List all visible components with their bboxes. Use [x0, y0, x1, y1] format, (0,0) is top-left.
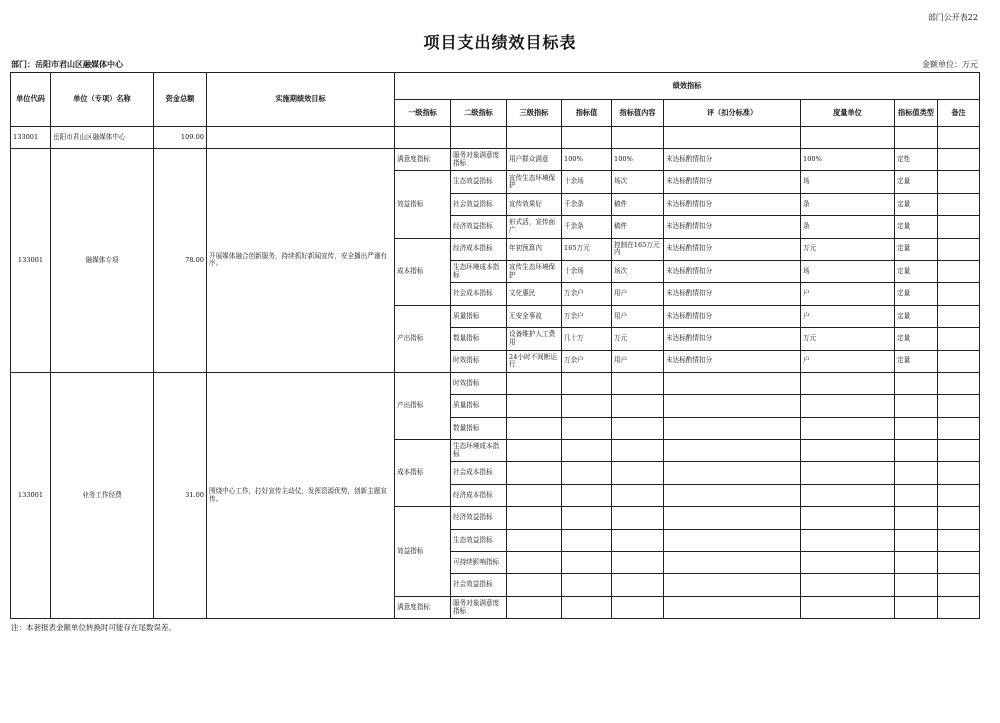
empty-cell — [395, 127, 451, 149]
level3-indicator-cell: 年初预算内 — [507, 238, 562, 260]
scoring-standard-cell — [664, 596, 801, 618]
level1-indicator-cell: 满意度指标 — [395, 149, 451, 171]
measure-unit-cell: 户 — [801, 305, 895, 327]
level2-indicator-cell: 质量指标 — [451, 305, 507, 327]
level3-indicator-cell — [507, 484, 562, 506]
level2-indicator-cell: 经济效益指标 — [451, 216, 507, 238]
indicator-type-cell — [895, 395, 938, 417]
indicator-value-cell — [562, 596, 612, 618]
level3-indicator-cell — [507, 395, 562, 417]
level2-indicator-cell: 生态环境成本指标 — [451, 260, 507, 282]
level3-indicator-cell — [507, 552, 562, 574]
indicator-value-cell: 100% — [562, 149, 612, 171]
indicator-content-cell — [612, 574, 664, 596]
form-number: 部门公开表22 — [927, 13, 978, 22]
remark-cell — [938, 574, 980, 596]
remark-cell — [938, 260, 980, 282]
remark-cell — [938, 507, 980, 529]
scoring-standard-cell: 未达标酌情扣分 — [664, 149, 801, 171]
remark-cell — [938, 484, 980, 506]
footnote: 注：本套报表金额单位转换时可能存在尾数误差。 — [11, 623, 176, 632]
measure-unit-cell: 条 — [801, 216, 895, 238]
measure-unit-cell: 户 — [801, 283, 895, 305]
level2-indicator-cell: 时效指标 — [451, 350, 507, 372]
indicator-content-cell: 万元 — [612, 328, 664, 350]
level2-indicator-cell: 经济效益指标 — [451, 507, 507, 529]
indicator-value-cell — [562, 574, 612, 596]
indicator-type-cell: 定量 — [895, 216, 938, 238]
header-unit-code: 单位代码 — [11, 73, 51, 127]
remark-cell — [938, 529, 980, 551]
remark-cell — [938, 395, 980, 417]
project-name-cell: 业务工作经费 — [51, 372, 154, 618]
indicator-value-cell — [562, 395, 612, 417]
level1-indicator-cell: 成本指标 — [395, 440, 451, 507]
remark-cell — [938, 440, 980, 462]
project-code-cell: 133001 — [11, 149, 51, 373]
level2-indicator-cell: 时效指标 — [451, 372, 507, 394]
measure-unit-cell — [801, 462, 895, 484]
header-standard: 评（扣分标准） — [664, 100, 801, 127]
indicator-content-cell: 稿件 — [612, 193, 664, 215]
project-code-cell: 133001 — [11, 372, 51, 618]
indicator-value-cell: 万余户 — [562, 283, 612, 305]
scoring-standard-cell — [664, 529, 801, 551]
level3-indicator-cell: 宣传生态环境保护 — [507, 171, 562, 193]
indicator-type-cell — [895, 417, 938, 439]
indicator-type-cell — [895, 440, 938, 462]
level3-indicator-cell — [507, 372, 562, 394]
scoring-standard-cell: 未达标酌情扣分 — [664, 305, 801, 327]
level3-indicator-cell — [507, 462, 562, 484]
indicator-type-cell — [895, 596, 938, 618]
scoring-standard-cell: 未达标酌情扣分 — [664, 260, 801, 282]
indicator-content-cell — [612, 395, 664, 417]
measure-unit-cell — [801, 417, 895, 439]
remark-cell — [938, 462, 980, 484]
measure-unit-cell: 万元 — [801, 238, 895, 260]
level3-indicator-cell: 宣传效果好 — [507, 193, 562, 215]
header-level1: 一级指标 — [395, 100, 451, 127]
indicator-content-cell — [612, 484, 664, 506]
empty-cell — [938, 127, 980, 149]
level2-indicator-cell: 社会效益指标 — [451, 574, 507, 596]
indicator-value-cell — [562, 417, 612, 439]
scoring-standard-cell: 未达标酌情扣分 — [664, 350, 801, 372]
indicator-type-cell — [895, 574, 938, 596]
remark-cell — [938, 596, 980, 618]
remark-cell — [938, 350, 980, 372]
remark-cell — [938, 552, 980, 574]
scoring-standard-cell — [664, 417, 801, 439]
empty-cell — [612, 127, 664, 149]
measure-unit-cell: 场 — [801, 171, 895, 193]
indicator-value-cell: 十余场 — [562, 260, 612, 282]
indicator-type-cell — [895, 462, 938, 484]
measure-unit-cell — [801, 574, 895, 596]
project-amount-cell: 78.00 — [154, 149, 207, 373]
indicator-content-cell: 用户 — [612, 283, 664, 305]
header-unit-name: 单位（专项）名称 — [51, 73, 154, 127]
remark-cell — [938, 216, 980, 238]
indicator-value-cell — [562, 440, 612, 462]
scoring-standard-cell: 未达标酌情扣分 — [664, 171, 801, 193]
indicator-content-cell — [612, 596, 664, 618]
indicator-content-cell — [612, 462, 664, 484]
remark-cell — [938, 417, 980, 439]
measure-unit-cell: 户 — [801, 350, 895, 372]
indicator-value-cell: 千余条 — [562, 193, 612, 215]
header-value: 指标值 — [562, 100, 612, 127]
indicator-value-cell: 几十万 — [562, 328, 612, 350]
indicator-type-cell — [895, 484, 938, 506]
level2-indicator-cell: 社会成本指标 — [451, 283, 507, 305]
measure-unit-cell: 场 — [801, 260, 895, 282]
indicator-row — [11, 372, 980, 394]
scoring-standard-cell: 未达标酌情扣分 — [664, 193, 801, 215]
department-label: 部门：岳阳市君山区融媒体中心 — [11, 59, 123, 69]
indicator-content-cell — [612, 417, 664, 439]
empty-cell — [507, 127, 562, 149]
scoring-standard-cell — [664, 574, 801, 596]
measure-unit-cell — [801, 596, 895, 618]
level2-indicator-cell: 社会成本指标 — [451, 462, 507, 484]
level2-indicator-cell: 质量指标 — [451, 395, 507, 417]
indicator-type-cell — [895, 552, 938, 574]
indicator-type-cell: 定量 — [895, 350, 938, 372]
indicator-type-cell: 定量 — [895, 238, 938, 260]
scoring-standard-cell: 未达标酌情扣分 — [664, 216, 801, 238]
indicator-type-cell: 定量 — [895, 328, 938, 350]
header-goal: 实施期绩效目标 — [207, 73, 395, 127]
level3-indicator-cell — [507, 529, 562, 551]
level2-indicator-cell: 服务对象满意度指标 — [451, 596, 507, 618]
level1-indicator-cell: 产出指标 — [395, 305, 451, 372]
header-level3: 三级指标 — [507, 100, 562, 127]
unit-name-cell: 岳阳市君山区融媒体中心 — [51, 127, 154, 149]
measure-unit-cell: 100% — [801, 149, 895, 171]
level2-indicator-cell: 生态效益指标 — [451, 529, 507, 551]
level3-indicator-cell: 宣传生态环境保护 — [507, 260, 562, 282]
indicator-value-cell: 165万元 — [562, 238, 612, 260]
indicator-type-cell: 定量 — [895, 171, 938, 193]
header-type: 指标值类型 — [895, 100, 938, 127]
scoring-standard-cell: 未达标酌情扣分 — [664, 238, 801, 260]
level2-indicator-cell: 社会效益指标 — [451, 193, 507, 215]
scoring-standard-cell — [664, 372, 801, 394]
header-content: 指标值内容 — [612, 100, 664, 127]
level3-indicator-cell — [507, 574, 562, 596]
header-indicators: 绩效指标 — [395, 73, 980, 100]
remark-cell — [938, 193, 980, 215]
project-goal-cell: 围绕中心工作，打好宣传主动仗，发挥资源优势，创新主题宣传。 — [207, 372, 395, 618]
indicator-type-cell: 定量 — [895, 193, 938, 215]
header-amount: 资金总额 — [154, 73, 207, 127]
measure-unit-cell — [801, 552, 895, 574]
level3-indicator-cell: 24小时不间断运行 — [507, 350, 562, 372]
remark-cell — [938, 305, 980, 327]
header-level2: 二级指标 — [451, 100, 507, 127]
remark-cell — [938, 372, 980, 394]
measure-unit-cell — [801, 372, 895, 394]
scoring-standard-cell — [664, 484, 801, 506]
level1-indicator-cell: 效益指标 — [395, 171, 451, 238]
level2-indicator-cell: 可持续影响指标 — [451, 552, 507, 574]
indicator-type-cell: 定量 — [895, 260, 938, 282]
scoring-standard-cell — [664, 440, 801, 462]
level1-indicator-cell: 效益指标 — [395, 507, 451, 597]
indicator-content-cell: 100% — [612, 149, 664, 171]
empty-cell — [801, 127, 895, 149]
indicator-value-cell: 十余场 — [562, 171, 612, 193]
indicator-content-cell: 控制在165万元内 — [612, 238, 664, 260]
empty-cell — [207, 127, 395, 149]
level2-indicator-cell: 数量指标 — [451, 417, 507, 439]
indicator-content-cell: 场次 — [612, 171, 664, 193]
measure-unit-cell — [801, 440, 895, 462]
level1-indicator-cell: 成本指标 — [395, 238, 451, 305]
unit-amount-cell: 109.00 — [154, 127, 207, 149]
indicator-type-cell — [895, 529, 938, 551]
header-measure: 度量单位 — [801, 100, 895, 127]
remark-cell — [938, 283, 980, 305]
indicator-content-cell — [612, 529, 664, 551]
remark-cell — [938, 238, 980, 260]
project-goal-cell: 开展媒体融合创新服务，持续抓好新闻宣传，安全播出严谨有序。 — [207, 149, 395, 373]
level3-indicator-cell — [507, 507, 562, 529]
indicator-value-cell — [562, 462, 612, 484]
indicator-content-cell — [612, 507, 664, 529]
indicator-content-cell: 用户 — [612, 350, 664, 372]
indicator-value-cell — [562, 552, 612, 574]
indicator-value-cell: 千余条 — [562, 216, 612, 238]
indicator-content-cell: 稿件 — [612, 216, 664, 238]
indicator-content-cell — [612, 552, 664, 574]
performance-table — [10, 72, 980, 619]
indicator-value-cell — [562, 529, 612, 551]
indicator-content-cell — [612, 372, 664, 394]
indicator-value-cell — [562, 507, 612, 529]
indicator-content-cell — [612, 440, 664, 462]
measure-unit-cell — [801, 484, 895, 506]
scoring-standard-cell — [664, 552, 801, 574]
scoring-standard-cell: 未达标酌情扣分 — [664, 283, 801, 305]
indicator-type-cell: 定量 — [895, 283, 938, 305]
indicator-value-cell: 万余户 — [562, 350, 612, 372]
remark-cell — [938, 328, 980, 350]
project-amount-cell: 31.00 — [154, 372, 207, 618]
empty-cell — [451, 127, 507, 149]
level2-indicator-cell: 服务对象满意度指标 — [451, 149, 507, 171]
indicator-content-cell: 场次 — [612, 260, 664, 282]
page-title: 项目支出绩效目标表 — [423, 33, 577, 52]
remark-cell — [938, 171, 980, 193]
level3-indicator-cell — [507, 440, 562, 462]
level2-indicator-cell: 生态效益指标 — [451, 171, 507, 193]
header-remark: 备注 — [938, 100, 980, 127]
scoring-standard-cell: 未达标酌情扣分 — [664, 328, 801, 350]
scoring-standard-cell — [664, 462, 801, 484]
scoring-standard-cell — [664, 395, 801, 417]
level1-indicator-cell: 产出指标 — [395, 372, 451, 439]
level3-indicator-cell: 设备维护人工费用 — [507, 328, 562, 350]
unit-code-cell: 133001 — [11, 127, 51, 149]
level3-indicator-cell: 用户群众满意 — [507, 149, 562, 171]
indicator-type-cell: 定性 — [895, 149, 938, 171]
empty-cell — [664, 127, 801, 149]
measure-unit-cell — [801, 507, 895, 529]
level2-indicator-cell: 数量指标 — [451, 328, 507, 350]
level3-indicator-cell: 无安全事故 — [507, 305, 562, 327]
indicator-value-cell — [562, 372, 612, 394]
level2-indicator-cell: 生态环境成本指标 — [451, 440, 507, 462]
level3-indicator-cell: 形式活，宣传面广 — [507, 216, 562, 238]
level1-indicator-cell: 满意度指标 — [395, 596, 451, 618]
measure-unit-cell: 条 — [801, 193, 895, 215]
indicator-type-cell: 定量 — [895, 305, 938, 327]
indicator-value-cell: 万余户 — [562, 305, 612, 327]
empty-cell — [562, 127, 612, 149]
measure-unit-cell — [801, 395, 895, 417]
currency-unit-label: 金额单位：万元 — [922, 60, 978, 69]
project-name-cell: 融媒体专项 — [51, 149, 154, 373]
remark-cell — [938, 149, 980, 171]
indicator-content-cell: 用户 — [612, 305, 664, 327]
level2-indicator-cell: 经济成本指标 — [451, 238, 507, 260]
level2-indicator-cell: 经济成本指标 — [451, 484, 507, 506]
measure-unit-cell — [801, 529, 895, 551]
level3-indicator-cell — [507, 596, 562, 618]
level3-indicator-cell — [507, 417, 562, 439]
measure-unit-cell: 万元 — [801, 328, 895, 350]
scoring-standard-cell — [664, 507, 801, 529]
level3-indicator-cell: 文化惠民 — [507, 283, 562, 305]
indicator-type-cell — [895, 507, 938, 529]
indicator-type-cell — [895, 372, 938, 394]
indicator-row — [11, 149, 980, 171]
unit-summary-row — [11, 127, 980, 149]
empty-cell — [895, 127, 938, 149]
indicator-value-cell — [562, 484, 612, 506]
